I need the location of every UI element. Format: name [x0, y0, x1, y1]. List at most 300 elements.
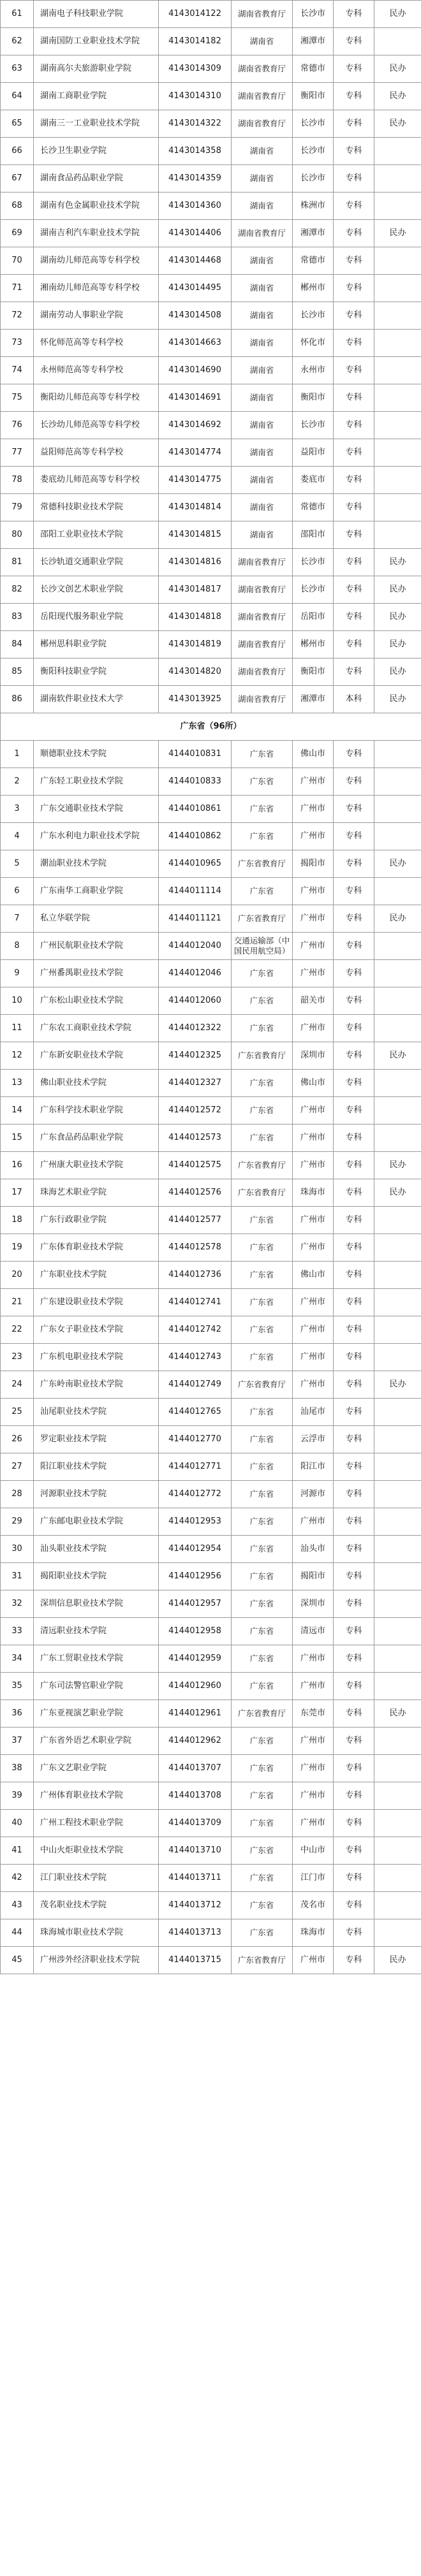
note-cell [374, 1673, 421, 1700]
governing-org: 广东省 [232, 1426, 293, 1453]
college-name: 湖南电子科技职业学院 [34, 1, 159, 28]
row-number: 42 [1, 1865, 34, 1892]
city-cell: 长沙市 [293, 138, 334, 165]
governing-org: 广东省 [232, 1289, 293, 1316]
college-name: 广东岭南职业技术学院 [34, 1371, 159, 1399]
college-code: 4144011114 [159, 878, 232, 905]
governing-org: 湖南省 [232, 521, 293, 549]
college-name: 广州工程技术职业学院 [34, 1810, 159, 1837]
note-cell [374, 933, 421, 960]
city-cell: 汕头市 [293, 1536, 334, 1563]
row-number: 1 [1, 741, 34, 768]
table-row [1, 686, 421, 713]
college-name: 益阳师范高等专科学校 [34, 439, 159, 467]
city-cell: 佛山市 [293, 1070, 334, 1097]
college-name: 长沙轨道交通职业学院 [34, 549, 159, 576]
college-name: 湘南幼儿师范高等专科学校 [34, 275, 159, 302]
level-cell: 专科 [334, 631, 374, 659]
table-row [1, 1262, 421, 1289]
college-name: 湖南食品药品职业学院 [34, 165, 159, 193]
note-cell [374, 1344, 421, 1371]
governing-org: 湖南省 [232, 357, 293, 384]
college-code: 4144012961 [159, 1700, 232, 1728]
table-row [1, 1810, 421, 1837]
college-code: 4144012322 [159, 1015, 232, 1042]
college-code: 4144012954 [159, 1536, 232, 1563]
row-number: 86 [1, 686, 34, 713]
college-code: 4143014775 [159, 467, 232, 494]
table-row [1, 302, 421, 330]
note-cell [374, 494, 421, 521]
table-row [1, 1207, 421, 1234]
college-code: 4143014182 [159, 28, 232, 55]
table-row [1, 1426, 421, 1453]
college-name: 私立华联学院 [34, 905, 159, 933]
level-cell: 专科 [334, 1782, 374, 1810]
row-number: 24 [1, 1371, 34, 1399]
row-number: 70 [1, 247, 34, 275]
note-cell [374, 1097, 421, 1124]
city-cell: 清远市 [293, 1618, 334, 1645]
row-number: 78 [1, 467, 34, 494]
college-code: 4143014122 [159, 1, 232, 28]
college-code: 4144013712 [159, 1892, 232, 1919]
college-name: 阳江职业技术学院 [34, 1453, 159, 1481]
city-cell: 湘潭市 [293, 686, 334, 713]
note-cell [374, 193, 421, 220]
college-code: 4143014690 [159, 357, 232, 384]
governing-org: 湖南省 [232, 275, 293, 302]
note-cell: 民办 [374, 659, 421, 686]
college-code: 4144010833 [159, 768, 232, 796]
governing-org: 广东省 [232, 1316, 293, 1344]
college-code: 4144010831 [159, 741, 232, 768]
note-cell [374, 1262, 421, 1289]
table-row [1, 1015, 421, 1042]
row-number: 5 [1, 850, 34, 878]
row-number: 69 [1, 220, 34, 247]
row-number: 76 [1, 412, 34, 439]
college-code: 4144012770 [159, 1426, 232, 1453]
note-cell [374, 384, 421, 412]
level-cell: 专科 [334, 604, 374, 631]
level-cell: 专科 [334, 439, 374, 467]
city-cell: 广州市 [293, 905, 334, 933]
level-cell: 专科 [334, 83, 374, 110]
college-name: 怀化师范高等专科学校 [34, 330, 159, 357]
college-code: 4143013925 [159, 686, 232, 713]
level-cell: 专科 [334, 1262, 374, 1289]
city-cell: 常德市 [293, 55, 334, 83]
row-number: 84 [1, 631, 34, 659]
row-number: 61 [1, 1, 34, 28]
table-row [1, 1371, 421, 1399]
governing-org: 广东省 [232, 1563, 293, 1590]
level-cell: 专科 [334, 1124, 374, 1152]
level-cell: 专科 [334, 768, 374, 796]
college-name: 中山火炬职业技术学院 [34, 1837, 159, 1865]
governing-org: 广东省 [232, 1728, 293, 1755]
governing-org: 湖南省 [232, 247, 293, 275]
college-name: 广东体育职业技术学院 [34, 1234, 159, 1262]
governing-org: 广东省 [232, 1015, 293, 1042]
level-cell: 本科 [334, 686, 374, 713]
governing-org: 广东省教育厅 [232, 1152, 293, 1179]
note-cell [374, 741, 421, 768]
table-row [1, 1755, 421, 1782]
governing-org: 湖南省 [232, 330, 293, 357]
governing-org: 广东省 [232, 1865, 293, 1892]
governing-org: 广东省教育厅 [232, 850, 293, 878]
row-number: 72 [1, 302, 34, 330]
level-cell: 专科 [334, 1371, 374, 1399]
city-cell: 衡阳市 [293, 659, 334, 686]
city-cell: 佛山市 [293, 1262, 334, 1289]
city-cell: 广州市 [293, 823, 334, 850]
note-cell: 民办 [374, 1042, 421, 1070]
table-row [1, 768, 421, 796]
row-number: 68 [1, 193, 34, 220]
level-cell: 专科 [334, 1837, 374, 1865]
governing-org: 湖南省教育厅 [232, 55, 293, 83]
governing-org: 广东省 [232, 1919, 293, 1947]
college-name: 广东司法警官职业学院 [34, 1673, 159, 1700]
row-number: 7 [1, 905, 34, 933]
governing-org: 广东省 [232, 1536, 293, 1563]
governing-org: 广东省 [232, 1234, 293, 1262]
governing-org: 广东省 [232, 1207, 293, 1234]
table-row [1, 494, 421, 521]
table-row [1, 412, 421, 439]
note-cell [374, 823, 421, 850]
city-cell: 揭阳市 [293, 1563, 334, 1590]
college-name: 湖南三一工业职业技术学院 [34, 110, 159, 138]
city-cell: 珠海市 [293, 1919, 334, 1947]
governing-org: 湖南省教育厅 [232, 576, 293, 604]
row-number: 77 [1, 439, 34, 467]
college-name: 郴州思科职业学院 [34, 631, 159, 659]
college-code: 4144012743 [159, 1344, 232, 1371]
note-cell [374, 275, 421, 302]
note-cell [374, 1536, 421, 1563]
city-cell: 郴州市 [293, 631, 334, 659]
row-number: 36 [1, 1700, 34, 1728]
level-cell: 专科 [334, 1508, 374, 1536]
governing-org: 湖南省 [232, 412, 293, 439]
governing-org: 湖南省 [232, 494, 293, 521]
table-row [1, 1399, 421, 1426]
city-cell: 广州市 [293, 1152, 334, 1179]
table-row [1, 1289, 421, 1316]
city-cell: 深圳市 [293, 1042, 334, 1070]
row-number: 18 [1, 1207, 34, 1234]
governing-org: 广东省 [232, 1590, 293, 1618]
city-cell: 广州市 [293, 1673, 334, 1700]
city-cell: 广州市 [293, 796, 334, 823]
note-cell [374, 1426, 421, 1453]
level-cell: 专科 [334, 1344, 374, 1371]
governing-org: 湖南省 [232, 193, 293, 220]
row-number: 11 [1, 1015, 34, 1042]
level-cell: 专科 [334, 1316, 374, 1344]
college-code: 4144010862 [159, 823, 232, 850]
college-name: 广东水利电力职业技术学院 [34, 823, 159, 850]
college-code: 4144012325 [159, 1042, 232, 1070]
city-cell: 长沙市 [293, 165, 334, 193]
governing-org: 广东省教育厅 [232, 1042, 293, 1070]
college-code: 4144012572 [159, 1097, 232, 1124]
city-cell: 常德市 [293, 494, 334, 521]
city-cell: 深圳市 [293, 1590, 334, 1618]
city-cell: 娄底市 [293, 467, 334, 494]
city-cell: 广州市 [293, 1207, 334, 1234]
note-cell: 民办 [374, 1, 421, 28]
note-cell [374, 960, 421, 987]
table-row [1, 960, 421, 987]
row-number: 28 [1, 1481, 34, 1508]
governing-org: 广东省 [232, 1070, 293, 1097]
table-row [1, 1782, 421, 1810]
city-cell: 广州市 [293, 1508, 334, 1536]
governing-org: 广东省 [232, 823, 293, 850]
city-cell: 长沙市 [293, 576, 334, 604]
level-cell: 专科 [334, 987, 374, 1015]
college-name: 广东行政职业学院 [34, 1207, 159, 1234]
city-cell: 广州市 [293, 1234, 334, 1262]
college-code: 4144012957 [159, 1590, 232, 1618]
note-cell [374, 302, 421, 330]
level-cell: 专科 [334, 1563, 374, 1590]
governing-org: 广东省 [232, 1892, 293, 1919]
table-row [1, 987, 421, 1015]
table-row [1, 850, 421, 878]
college-name: 茂名职业技术学院 [34, 1892, 159, 1919]
college-code: 4144012575 [159, 1152, 232, 1179]
note-cell: 民办 [374, 686, 421, 713]
college-name: 广东南华工商职业学院 [34, 878, 159, 905]
note-cell [374, 1645, 421, 1673]
city-cell: 阳江市 [293, 1453, 334, 1481]
governing-org: 湖南省 [232, 384, 293, 412]
college-name: 湖南劳动人事职业学院 [34, 302, 159, 330]
level-cell: 专科 [334, 576, 374, 604]
college-code: 4144011121 [159, 905, 232, 933]
row-number: 33 [1, 1618, 34, 1645]
level-cell: 专科 [334, 1810, 374, 1837]
college-code: 4144012956 [159, 1563, 232, 1590]
note-cell [374, 521, 421, 549]
note-cell [374, 247, 421, 275]
note-cell: 民办 [374, 1152, 421, 1179]
table-row [1, 1042, 421, 1070]
city-cell: 广州市 [293, 1728, 334, 1755]
table-row [1, 659, 421, 686]
note-cell [374, 467, 421, 494]
table-row [1, 83, 421, 110]
college-code: 4144012736 [159, 1262, 232, 1289]
governing-org: 湖南省教育厅 [232, 1, 293, 28]
city-cell: 佛山市 [293, 741, 334, 768]
table-row [1, 1645, 421, 1673]
guangdong-section [1, 741, 421, 1974]
governing-org: 广东省教育厅 [232, 1371, 293, 1399]
row-number: 75 [1, 384, 34, 412]
college-code: 4144012959 [159, 1645, 232, 1673]
row-number: 63 [1, 55, 34, 83]
governing-org: 广东省 [232, 1837, 293, 1865]
row-number: 2 [1, 768, 34, 796]
row-number: 67 [1, 165, 34, 193]
college-code: 4144013711 [159, 1865, 232, 1892]
row-number: 21 [1, 1289, 34, 1316]
governing-org: 广东省教育厅 [232, 1947, 293, 1974]
college-code: 4144012327 [159, 1070, 232, 1097]
college-name: 娄底幼儿师范高等专科学校 [34, 467, 159, 494]
note-cell: 民办 [374, 83, 421, 110]
table-row [1, 1837, 421, 1865]
note-cell [374, 1399, 421, 1426]
row-number: 14 [1, 1097, 34, 1124]
note-cell [374, 1289, 421, 1316]
table-row [1, 741, 421, 768]
college-code: 4143014358 [159, 138, 232, 165]
governing-org: 湖南省教育厅 [232, 110, 293, 138]
level-cell: 专科 [334, 1700, 374, 1728]
governing-org: 广东省 [232, 796, 293, 823]
college-name: 江门职业技术学院 [34, 1865, 159, 1892]
college-name: 广东女子职业技术学院 [34, 1316, 159, 1344]
college-code: 4144012576 [159, 1179, 232, 1207]
table-row [1, 576, 421, 604]
level-cell: 专科 [334, 1152, 374, 1179]
city-cell: 广州市 [293, 1371, 334, 1399]
table-row [1, 823, 421, 850]
college-name: 汕尾职业技术学院 [34, 1399, 159, 1426]
row-number: 45 [1, 1947, 34, 1974]
college-code: 4144010861 [159, 796, 232, 823]
row-number: 85 [1, 659, 34, 686]
note-cell: 民办 [374, 1371, 421, 1399]
city-cell: 衡阳市 [293, 83, 334, 110]
note-cell [374, 1590, 421, 1618]
college-code: 4144012960 [159, 1673, 232, 1700]
table-row [1, 1618, 421, 1645]
level-cell: 专科 [334, 1453, 374, 1481]
level-cell: 专科 [334, 28, 374, 55]
note-cell: 民办 [374, 549, 421, 576]
note-cell: 民办 [374, 850, 421, 878]
city-cell: 江门市 [293, 1865, 334, 1892]
city-cell: 怀化市 [293, 330, 334, 357]
row-number: 12 [1, 1042, 34, 1070]
row-number: 41 [1, 1837, 34, 1865]
level-cell: 专科 [334, 1645, 374, 1673]
table-row [1, 1316, 421, 1344]
table-row [1, 28, 421, 55]
governing-org: 湖南省 [232, 302, 293, 330]
row-number: 37 [1, 1728, 34, 1755]
college-name: 深圳信息职业技术学院 [34, 1590, 159, 1618]
governing-org: 湖南省 [232, 467, 293, 494]
note-cell [374, 1865, 421, 1892]
level-cell: 专科 [334, 193, 374, 220]
governing-org: 广东省 [232, 1755, 293, 1782]
college-code: 4143014774 [159, 439, 232, 467]
college-code: 4144012953 [159, 1508, 232, 1536]
row-number: 82 [1, 576, 34, 604]
note-cell [374, 330, 421, 357]
table-row [1, 549, 421, 576]
level-cell: 专科 [334, 275, 374, 302]
city-cell: 广州市 [293, 1015, 334, 1042]
level-cell: 专科 [334, 1892, 374, 1919]
city-cell: 揭阳市 [293, 850, 334, 878]
note-cell [374, 165, 421, 193]
level-cell: 专科 [334, 796, 374, 823]
level-cell: 专科 [334, 357, 374, 384]
table-row [1, 165, 421, 193]
row-number: 62 [1, 28, 34, 55]
row-number: 43 [1, 1892, 34, 1919]
province-header-row [1, 713, 421, 741]
table-row [1, 467, 421, 494]
college-code: 4144012962 [159, 1728, 232, 1755]
college-code: 4143014815 [159, 521, 232, 549]
college-name: 湖南高尔夫旅游职业学院 [34, 55, 159, 83]
college-code: 4143014814 [159, 494, 232, 521]
table-row [1, 384, 421, 412]
row-number: 65 [1, 110, 34, 138]
college-code: 4144012046 [159, 960, 232, 987]
city-cell: 汕尾市 [293, 1399, 334, 1426]
city-cell: 长沙市 [293, 1, 334, 28]
row-number: 44 [1, 1919, 34, 1947]
note-cell [374, 1728, 421, 1755]
note-cell [374, 28, 421, 55]
row-number: 66 [1, 138, 34, 165]
college-code: 4144012749 [159, 1371, 232, 1399]
level-cell: 专科 [334, 1865, 374, 1892]
note-cell [374, 987, 421, 1015]
note-cell [374, 412, 421, 439]
table-row [1, 933, 421, 960]
governing-org: 广东省 [232, 878, 293, 905]
college-name: 长沙幼儿师范高等专科学校 [34, 412, 159, 439]
level-cell: 专科 [334, 1179, 374, 1207]
row-number: 32 [1, 1590, 34, 1618]
governing-org: 湖南省 [232, 439, 293, 467]
city-cell: 云浮市 [293, 1426, 334, 1453]
note-cell: 民办 [374, 1179, 421, 1207]
college-name: 广州番禺职业技术学院 [34, 960, 159, 987]
note-cell: 民办 [374, 220, 421, 247]
college-name: 岳阳现代服务职业学院 [34, 604, 159, 631]
table-row [1, 1481, 421, 1508]
table-row [1, 1234, 421, 1262]
governing-org: 湖南省教育厅 [232, 686, 293, 713]
college-name: 广东省外语艺术职业学院 [34, 1728, 159, 1755]
level-cell: 专科 [334, 138, 374, 165]
college-code: 4143014818 [159, 604, 232, 631]
college-name: 广东新安职业技术学院 [34, 1042, 159, 1070]
table-row [1, 1536, 421, 1563]
college-name: 湖南国防工业职业技术学院 [34, 28, 159, 55]
city-cell: 长沙市 [293, 110, 334, 138]
level-cell: 专科 [334, 302, 374, 330]
level-cell: 专科 [334, 905, 374, 933]
row-number: 64 [1, 83, 34, 110]
college-code: 4144013710 [159, 1837, 232, 1865]
